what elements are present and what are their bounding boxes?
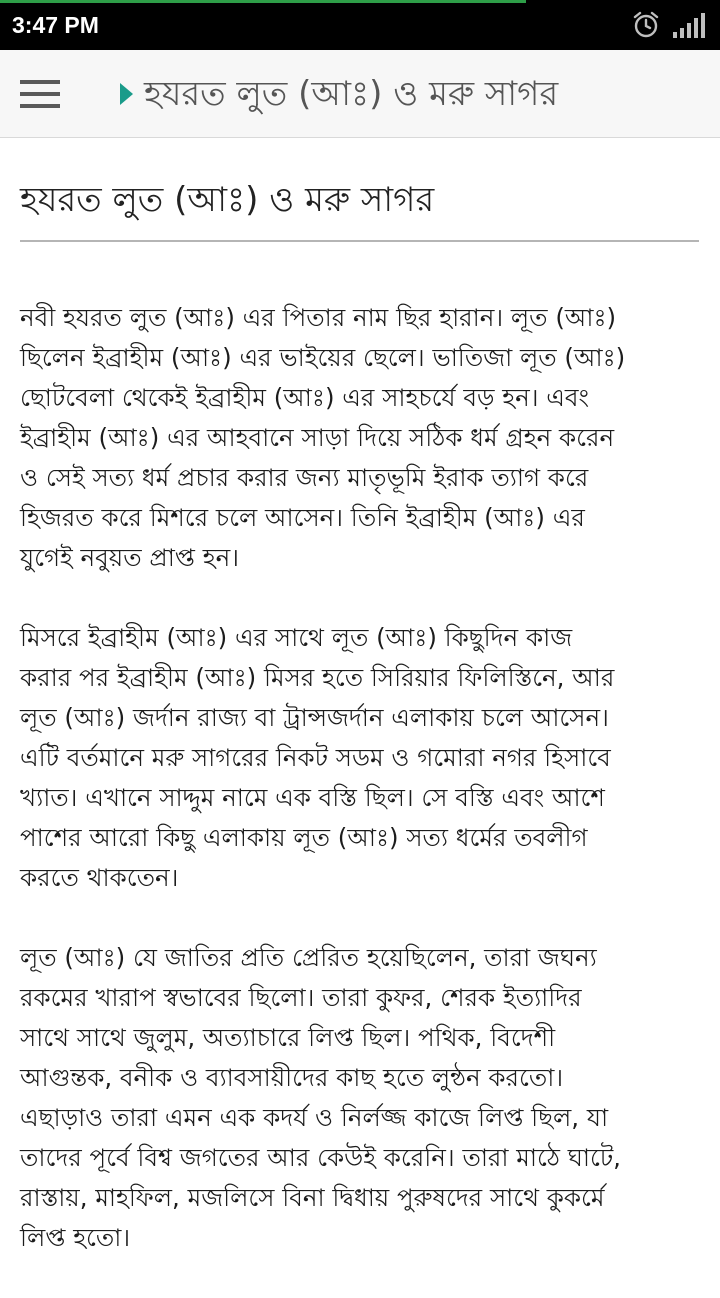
- title-divider: [20, 240, 699, 242]
- app-bar: [0, 50, 720, 138]
- caret-right-icon: [120, 83, 133, 105]
- signal-icon: [672, 12, 708, 38]
- article-title: হযরত লুত (আঃ) ও মরু সাগর: [20, 180, 435, 220]
- text-line: মিসরে ইব্রাহীম (আঃ) এর সাথে লূত (আঃ) কিছুদিন কাজ: [20, 623, 573, 652]
- text-line: এছাড়াও তারা এমন এক কদর্য ও নির্লজ্জ কাজে লিপ্ত ছিল, যা: [20, 1103, 609, 1132]
- article-paragraph: [20, 298, 704, 578]
- text-line: লূত (আঃ) যে জাতির প্রতি প্রেরিত হয়েছিলেন, তারা জঘন্য: [20, 943, 597, 972]
- text-line: করতে থাকতেন।: [20, 863, 179, 892]
- text-line: ছিলেন ইব্রাহীম (আঃ) এর ভাইয়ের ছেলে। ভাতিজা লূত (আঃ): [20, 343, 626, 372]
- text-line: পাশের আরো কিছু এলাকায় লূত (আঃ) সত্য ধর্মের তবলীগ: [20, 823, 588, 852]
- text-line: আগুন্তক, বনীক ও ব্যাবসায়ীদের কাছ হতে লুন্ঠন করতো।: [20, 1063, 564, 1092]
- text-line: হিজরত করে মিশরে চলে আসেন। তিনি ইব্রাহীম (আঃ) এর: [20, 503, 585, 532]
- text-line: ইব্রাহীম (আঃ) এর আহবানে সাড়া দিয়ে সঠিক ধর্ম গ্রহন করেন: [20, 423, 615, 452]
- article-paragraph: [20, 938, 704, 1258]
- page-load-progress: [0, 0, 526, 3]
- text-line: খ্যাত। এখানে সাদ্দুম নামে এক বস্তি ছিল। সে বস্তি এবং আশে: [20, 783, 605, 812]
- text-line: লিপ্ত হতো।: [20, 1223, 131, 1252]
- text-line: এটি বর্তমানে মরু সাগরের নিকট সডম ও গমোরা নগর হিসাবে: [20, 743, 611, 772]
- status-time: 3:47 PM: [12, 12, 99, 38]
- alarm-icon: [632, 11, 660, 39]
- text-line: নবী হযরত লুত (আঃ) এর পিতার নাম ছির হারান। লূত (আঃ): [20, 303, 617, 332]
- app-bar-title: হযরত লুত (আঃ) ও মরু সাগর: [144, 74, 559, 114]
- text-line: লূত (আঃ) জর্দান রাজ্য বা ট্রান্সজর্দান এলাকায় চলে আসেন।: [20, 703, 609, 732]
- text-line: তাদের পূর্বে বিশ্ব জগতের আর কেউই করেনি। তারা মাঠে ঘাটে,: [20, 1143, 621, 1172]
- text-line: ছোটবেলা থেকেই ইব্রাহীম (আঃ) এর সাহচর্যে বড় হন। এবং: [20, 383, 590, 412]
- status-icons: [632, 10, 708, 40]
- article-body: [20, 298, 704, 1298]
- status-bar: [0, 0, 720, 50]
- article-paragraph: [20, 618, 704, 898]
- text-line: সাথে সাথে জুলুম, অত্যাচারে লিপ্ত ছিল। পথিক, বিদেশী: [20, 1023, 556, 1052]
- text-line: রকমের খারাপ স্বভাবের ছিলো। তারা কুফর, শেরক ইত্যাদির: [20, 983, 582, 1012]
- hamburger-menu-icon[interactable]: [20, 80, 60, 108]
- text-line: ও সেই সত্য ধর্ম প্রচার করার জন্য মাতৃভূমি ইরাক ত্যাগ করে: [20, 463, 589, 492]
- text-line: করার পর ইব্রাহীম (আঃ) মিসর হতে সিরিয়ার ফিলিস্তিনে, আর: [20, 663, 615, 692]
- text-line: যুগেই নবুয়ত প্রাপ্ত হন।: [20, 543, 239, 572]
- text-line: রাস্তায়, মাহফিল, মজলিসে বিনা দ্বিধায় পুরুষদের সাথে কুকর্মে: [20, 1183, 605, 1212]
